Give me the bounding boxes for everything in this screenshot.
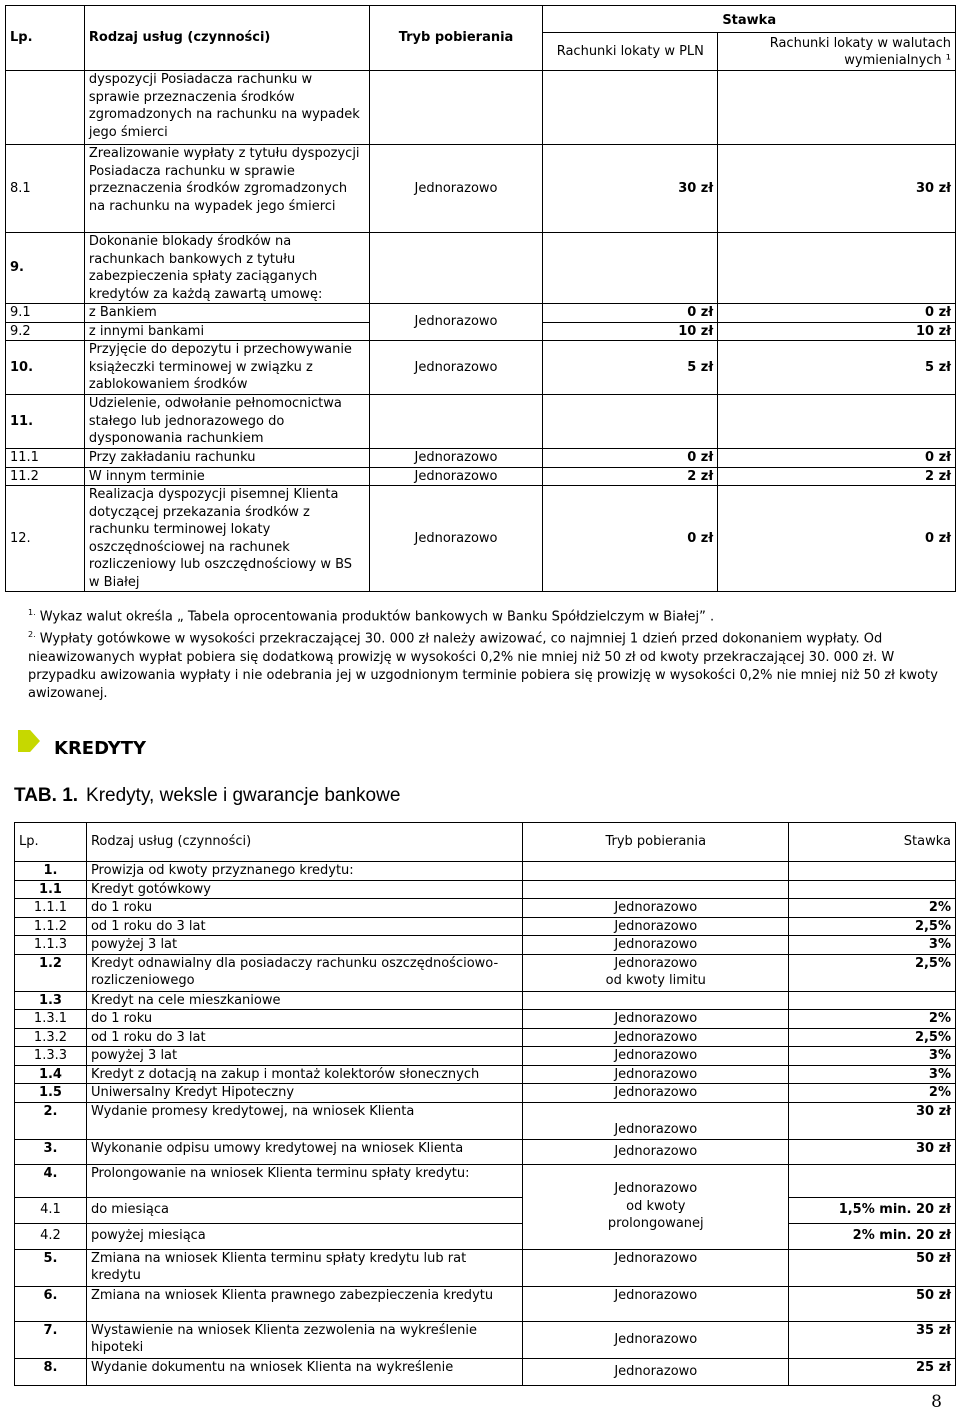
row-10-lp: 10. [6, 341, 85, 395]
row-1-1-1-text: do 1 roku [86, 899, 522, 918]
row-11-text: Udzielenie, odwołanie pełnomocnictwa stałego lub jednorazowego do dysponowania rachunkiem [84, 395, 369, 449]
row-8-1-text: Zrealizowanie wypłaty z tytułu dyspozycji Posiadacza rachunku w sprawie przeznaczenia środków zgromadzonych na rachunku na wypadek jego śmierci [84, 145, 369, 233]
row-10-text: Przyjęcie do depozytu i przechowywanie książeczki terminowej w związku z zablokowaniem środków [84, 341, 369, 395]
row-2-mode: Jednorazowo [523, 1102, 789, 1139]
row-1-3-2-text: od 1 roku do 3 lat [86, 1028, 522, 1047]
row-10-mode: Jednorazowo [369, 341, 543, 395]
row-9-mode: Jednorazowo [369, 304, 543, 341]
footnote-1: $^{1.}$ Wykaz walut określa „ Tabela oprocentowania produktów bankowych w Banku Spółdzielczym w Białej” . [28, 608, 715, 625]
row-6-rate: 50 zł [789, 1286, 956, 1321]
row-11-2-pln: 2 zł [543, 467, 718, 486]
row-1-1-1-mode: Jednorazowo [523, 899, 789, 918]
row-1-2-rate: 2,5% [789, 954, 956, 991]
row-5-text: Zmiana na wniosek Klienta terminu spłaty kredytu lub rat kredytu [86, 1249, 522, 1286]
row-1-3-1-text: do 1 roku [86, 1010, 522, 1029]
row-8-1-mode: Jednorazowo [369, 145, 543, 233]
row-1-1-3-lp: 1.1.3 [15, 936, 87, 955]
row-1-1-2-text: od 1 roku do 3 lat [86, 917, 522, 936]
row-10-fx: 5 zł [718, 341, 956, 395]
row-1-3-1-mode: Jednorazowo [523, 1010, 789, 1029]
row-2-rate: 30 zł [789, 1102, 956, 1139]
row-1-5-lp: 1.5 [15, 1084, 87, 1103]
row-3-mode: Jednorazowo [523, 1139, 789, 1164]
row-8-cont-lp [6, 71, 85, 145]
row-1-3-2-lp: 1.3.2 [15, 1028, 87, 1047]
arrow-right-icon [18, 730, 40, 752]
row-1-3-2-rate: 2,5% [789, 1028, 956, 1047]
row-1-3-3-lp: 1.3.3 [15, 1047, 87, 1066]
row-9-1-text: z Bankiem [84, 304, 369, 323]
row-3-rate: 30 zł [789, 1139, 956, 1164]
header-pln: Rachunki lokaty w PLN [543, 33, 718, 71]
row-8-mode: Jednorazowo [523, 1358, 789, 1385]
row-1-2-lp: 1.2 [15, 954, 87, 991]
row-1-lp: 1. [15, 862, 87, 881]
row-2-text: Wydanie promesy kredytowej, na wniosek Klienta [86, 1102, 522, 1139]
section-title: KREDYTY [54, 737, 147, 759]
row-4-2-text: powyżej miesiąca [86, 1223, 522, 1249]
row-11-lp: 11. [6, 395, 85, 449]
row-1-2-mode: Jednorazowo od kwoty limitu [523, 954, 789, 991]
section-header [18, 730, 147, 759]
row-1-4-rate: 3% [789, 1065, 956, 1084]
table-title-text: Kredyty, weksle i gwarancje bankowe [86, 785, 401, 806]
row-1-4-text: Kredyt z dotacją na zakup i montaż kolektorów słonecznych [86, 1065, 522, 1084]
row-10-pln: 5 zł [543, 341, 718, 395]
row-11-1-text: Przy zakładaniu rachunku [84, 449, 369, 468]
row-3-text: Wykonanie odpisu umowy kredytowej na wniosek Klienta [86, 1139, 522, 1164]
row-12-text: Realizacja dyspozycji pisemnej Klienta dotyczącej przekazania środków z rachunku terminowej lokaty oszczędnościowej na rachunek rozliczeniowy lub oszczędnościowy w BS w Białej [84, 486, 369, 592]
page-number: 8 [931, 1392, 942, 1412]
row-1-3-text: Kredyt na cele mieszkaniowe [86, 991, 522, 1010]
row-4-1-rate: 1,5% min. 20 zł [789, 1197, 956, 1223]
row-7-lp: 7. [15, 1321, 87, 1358]
row-9-lp: 9. [6, 233, 85, 304]
row-8-cont-text: dyspozycji Posiadacza rachunku w sprawie przeznaczenia środków zgromadzonych na rachunku na wypadek jego śmierci [84, 71, 369, 145]
row-1-3-1-rate: 2% [789, 1010, 956, 1029]
row-9-2-text: z innymi bankami [84, 322, 369, 341]
fees-table-credits [14, 822, 956, 1386]
header-rate: Stawka [543, 6, 956, 33]
row-4-lp: 4. [15, 1164, 87, 1197]
row-7-rate: 35 zł [789, 1321, 956, 1358]
row-7-text: Wystawienie na wniosek Klienta zezwolenia na wykreślenie hipoteki [86, 1321, 522, 1358]
row-1-3-3-rate: 3% [789, 1047, 956, 1066]
row-1-3-3-text: powyżej 3 lat [86, 1047, 522, 1066]
row-8-text: Wydanie dokumentu na wniosek Klienta na wykreślenie [86, 1358, 522, 1385]
row-9-2-fx: 10 zł [718, 322, 956, 341]
row-11-1-mode: Jednorazowo [369, 449, 543, 468]
header-fx: Rachunki lokaty w walutach wymienialnych ¹ [718, 33, 956, 71]
row-1-3-3-mode: Jednorazowo [523, 1047, 789, 1066]
row-1-1-2-mode: Jednorazowo [523, 917, 789, 936]
row-4-1-text: do miesiąca [86, 1197, 522, 1223]
row-1-1-3-rate: 3% [789, 936, 956, 955]
row-9-1-fx: 0 zł [718, 304, 956, 323]
row-9-1-pln: 0 zł [543, 304, 718, 323]
row-1-1-2-lp: 1.1.2 [15, 917, 87, 936]
row-1-1-2-rate: 2,5% [789, 917, 956, 936]
row-1-3-lp: 1.3 [15, 991, 87, 1010]
row-12-pln: 0 zł [543, 486, 718, 592]
row-11-2-mode: Jednorazowo [369, 467, 543, 486]
header2-rate: Stawka [789, 823, 956, 862]
row-1-1-3-mode: Jednorazowo [523, 936, 789, 955]
row-1-5-rate: 2% [789, 1084, 956, 1103]
row-1-1-1-rate: 2% [789, 899, 956, 918]
row-8-1-fx: 30 zł [718, 145, 956, 233]
table-number: TAB. 1. [14, 785, 79, 806]
row-1-1-3-text: powyżej 3 lat [86, 936, 522, 955]
footnote-2: $^{2.}$ Wypłaty gotówkowe w wysokości przekraczającej 30. 000 zł należy awizować, co najmniej 1 dzień przed dokonaniem wypłaty. Od nieawizowanych wypłat pobiera się dodatkową prowizję w wysokości 0,2% nie mniej niż 50 zł od kwoty przekraczającej 30. 000 zł. W przypadku awizowania wypłaty i nie odebrania jej w uzgodnionym terminie pobiera się prowizję w wysokości 0,2% nie mniej niż 50 zł kwoty awizowanej. [28, 630, 938, 701]
row-11-1-pln: 0 zł [543, 449, 718, 468]
row-7-mode: Jednorazowo [523, 1321, 789, 1358]
row-12-mode: Jednorazowo [369, 486, 543, 592]
row-11-1-fx: 0 zł [718, 449, 956, 468]
row-1-text: Prowizja od kwoty przyznanego kredytu: [86, 862, 522, 881]
table-title [14, 785, 400, 807]
header2-mode: Tryb pobierania [523, 823, 789, 862]
row-4-mode: Jednorazowo od kwoty prolongowanej [523, 1164, 789, 1249]
row-3-lp: 3. [15, 1139, 87, 1164]
row-8-rate: 25 zł [789, 1358, 956, 1385]
header-service: Rodzaj usług (czynności) [84, 6, 369, 71]
row-1-3-1-lp: 1.3.1 [15, 1010, 87, 1029]
row-8-lp: 8. [15, 1358, 87, 1385]
row-11-2-text: W innym terminie [84, 467, 369, 486]
row-4-2-lp: 4.2 [15, 1223, 87, 1249]
row-4-1-lp: 4.1 [15, 1197, 87, 1223]
row-9-2-lp: 9.2 [6, 322, 85, 341]
row-5-rate: 50 zł [789, 1249, 956, 1286]
row-1-1-text: Kredyt gotówkowy [86, 880, 522, 899]
row-1-1-lp: 1.1 [15, 880, 87, 899]
row-1-3-2-mode: Jednorazowo [523, 1028, 789, 1047]
row-1-2-text: Kredyt odnawialny dla posiadaczy rachunku oszczędnościowo-rozliczeniowego [86, 954, 522, 991]
row-9-text: Dokonanie blokady środków na rachunkach bankowych z tytułu zabezpieczenia spłaty zaciąganych kredytów za każdą zawartą umowę: [84, 233, 369, 304]
header2-service: Rodzaj usług (czynności) [86, 823, 522, 862]
row-9-1-lp: 9.1 [6, 304, 85, 323]
row-11-1-lp: 11.1 [6, 449, 85, 468]
row-6-lp: 6. [15, 1286, 87, 1321]
fees-table-deposits [5, 5, 956, 592]
row-1-1-1-lp: 1.1.1 [15, 899, 87, 918]
row-1-4-mode: Jednorazowo [523, 1065, 789, 1084]
footnotes [28, 604, 943, 703]
header2-lp: Lp. [15, 823, 87, 862]
row-12-fx: 0 zł [718, 486, 956, 592]
row-1-4-lp: 1.4 [15, 1065, 87, 1084]
row-11-2-fx: 2 zł [718, 467, 956, 486]
row-1-5-mode: Jednorazowo [523, 1084, 789, 1103]
row-6-text: Zmiana na wniosek Klienta prawnego zabezpieczenia kredytu [86, 1286, 522, 1321]
row-5-mode: Jednorazowo [523, 1249, 789, 1286]
row-9-2-pln: 10 zł [543, 322, 718, 341]
header-lp: Lp. [6, 6, 85, 71]
row-4-2-rate: 2% min. 20 zł [789, 1223, 956, 1249]
row-2-lp: 2. [15, 1102, 87, 1139]
row-6-mode: Jednorazowo [523, 1286, 789, 1321]
header-mode: Tryb pobierania [369, 6, 543, 71]
row-8-1-lp: 8.1 [6, 145, 85, 233]
row-11-2-lp: 11.2 [6, 467, 85, 486]
row-1-5-text: Uniwersalny Kredyt Hipoteczny [86, 1084, 522, 1103]
row-8-1-pln: 30 zł [543, 145, 718, 233]
row-4-text: Prolongowanie na wniosek Klienta terminu spłaty kredytu: [86, 1164, 522, 1197]
row-5-lp: 5. [15, 1249, 87, 1286]
row-12-lp: 12. [6, 486, 85, 592]
